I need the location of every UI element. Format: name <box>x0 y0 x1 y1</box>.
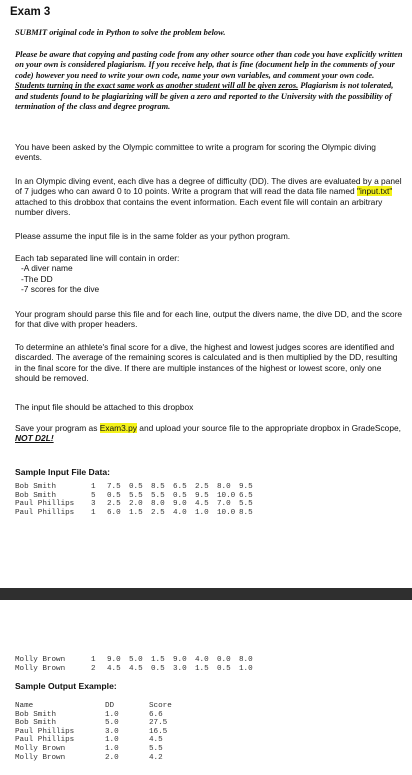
score-cell: 8.0 <box>239 656 253 664</box>
line-format-paragraph <box>15 253 403 295</box>
score-cell: 5.5 <box>239 500 253 509</box>
dd-cell: 5 <box>91 491 96 500</box>
score-cell: 1.0 <box>195 508 209 517</box>
page-separator <box>0 588 412 600</box>
input-row <box>15 665 403 674</box>
score-cell: 8.5 <box>239 508 253 517</box>
score-cell: 1.5 <box>195 664 209 673</box>
output-dd-cell: 1.0 <box>105 710 119 719</box>
output-score-cell: 6.6 <box>149 710 163 719</box>
score-cell: 5.5 <box>129 491 143 500</box>
sample-input-table-part-2 <box>15 656 403 673</box>
diver-name-cell: Molly Brown <box>15 664 66 673</box>
diver-name-cell: Paul Phillips <box>15 508 75 517</box>
attached-paragraph: The input file should be attached to this dropbox <box>15 402 194 412</box>
output-row <box>15 728 403 737</box>
input-file-highlight: "input.txt" <box>357 186 393 197</box>
input-row <box>15 656 403 665</box>
plagiarism-warning <box>15 50 403 112</box>
output-name-cell: Bob Smith <box>15 719 57 728</box>
score-cell: 5.5 <box>151 491 165 500</box>
output-name-cell: Paul Phillips <box>15 727 75 736</box>
line-item: -The DD <box>21 273 53 284</box>
score-cell: 9.5 <box>239 483 253 491</box>
score-cell: 1.0 <box>239 664 253 673</box>
line-items-list <box>15 263 403 294</box>
save-paragraph <box>15 423 403 444</box>
output-score-cell: 4.5 <box>149 736 163 745</box>
intro-paragraph: You have been asked by the Olympic committee to write a program for scoring the Olympic diving events. <box>15 142 376 163</box>
score-cell: 1.5 <box>129 508 143 517</box>
name-header: Name <box>15 702 34 710</box>
parse-paragraph: Your program should parse this file and for each line, output the divers name, the dive DD, and the score for that dive with proper headers. <box>15 309 403 330</box>
assume-paragraph: Please assume the input file is in the same folder as your python program. <box>15 231 291 241</box>
output-score-cell: 4.2 <box>149 753 163 762</box>
output-row <box>15 719 403 728</box>
dd-cell: 1 <box>91 508 96 517</box>
submit-instruction: SUBMIT original code in Python to solve the problem below. <box>15 28 226 37</box>
output-name-cell: Molly Brown <box>15 753 66 762</box>
final-score-paragraph: To determine an athlete's final score for a dive, the highest and lowest judges scores are identified and discarded. The average of the remaining scores is calculated and is then multiplied by the DD, resulting in the final score for the dive. If there are multiple instances of the highest or lowest score, only one should be removed. <box>15 342 398 384</box>
input-row <box>15 483 403 492</box>
dd-text-end: attached to this drobbox that contains the event information. Each event file will contain an arbitrary number divers. <box>15 196 383 218</box>
dd-cell: 3 <box>91 500 96 509</box>
score-cell: 7.0 <box>217 500 231 509</box>
score-cell: 10.0 <box>217 491 236 500</box>
not-d2l-emphasis: NOT D2L! <box>15 433 54 444</box>
score-cell: 9.0 <box>173 500 187 509</box>
score-cell: 2.0 <box>129 500 143 509</box>
document-page-2 <box>0 600 412 775</box>
dd-cell: 1 <box>91 656 96 664</box>
output-row <box>15 736 403 745</box>
sample-output-table <box>15 702 403 762</box>
score-cell: 4.0 <box>173 508 187 517</box>
score-cell: 9.0 <box>173 656 187 664</box>
score-cell: 0.5 <box>107 491 121 500</box>
output-dd-cell: 3.0 <box>105 727 119 736</box>
output-score-cell: 16.5 <box>149 727 168 736</box>
sample-input-heading: Sample Input File Data: <box>15 467 111 477</box>
output-dd-cell: 1.0 <box>105 744 119 753</box>
score-cell: 0.5 <box>151 664 165 673</box>
line-item: -A diver name <box>21 263 73 274</box>
warning-text: Please be aware that copying and pasting code from any other source other than code you have explicitly written on your own is considered plagiarism. If you receive help, that is fine (document help in the comments of your code) however you need to write your own code, name your own variables, and comment your own code. <box>15 50 403 80</box>
score-cell: 6.5 <box>173 483 187 491</box>
dd-header: DD <box>105 702 115 710</box>
sample-output-heading: Sample Output Example: <box>15 681 117 691</box>
score-cell: 0.0 <box>217 656 231 664</box>
line-item: -7 scores for the dive <box>21 284 100 295</box>
score-cell: 4.5 <box>129 664 143 673</box>
output-score-cell: 27.5 <box>149 719 168 728</box>
output-name-cell: Paul Phillips <box>15 736 75 745</box>
input-row <box>15 509 403 518</box>
score-cell: 2.5 <box>107 500 121 509</box>
warning-text-end: Plagiarism is not tolerated, and students found to be plagiarizing will be given a zero and reported to the University with the possibility of termination of the class and degree program. <box>15 81 394 112</box>
warning-underlined: Students turning in the exact same work as another student will all be given zeros. <box>15 81 299 91</box>
output-dd-cell: 5.0 <box>105 719 119 728</box>
diver-name-cell: Paul Phillips <box>15 500 75 509</box>
score-cell: 6.5 <box>239 491 253 500</box>
dd-text: In an Olympic diving event, each dive has a degree of difficulty (DD). The dives are evaluated by a panel of 7 judges who can award 0 to 10 points. Write a program that will read the data file named <box>15 176 402 197</box>
save-text: Save your program as <box>15 423 100 433</box>
output-row <box>15 711 403 720</box>
score-cell: 6.0 <box>107 508 121 517</box>
output-row <box>15 754 403 763</box>
input-row <box>15 492 403 501</box>
score-cell: 5.0 <box>129 656 143 664</box>
page-title: Exam 3 <box>10 6 51 18</box>
input-row <box>15 500 403 509</box>
score-cell: 8.0 <box>217 483 231 491</box>
score-header: Score <box>149 702 172 710</box>
score-cell: 9.0 <box>107 656 121 664</box>
score-cell: 9.5 <box>195 491 209 500</box>
score-cell: 2.5 <box>151 508 165 517</box>
score-cell: 0.5 <box>217 664 231 673</box>
score-cell: 4.0 <box>195 656 209 664</box>
diver-name-cell: Bob Smith <box>15 483 57 491</box>
score-cell: 1.5 <box>151 656 165 664</box>
output-score-cell: 5.5 <box>149 744 163 753</box>
sample-input-table-part-1 <box>15 483 403 517</box>
dd-cell: 1 <box>91 483 96 491</box>
score-cell: 0.5 <box>129 483 143 491</box>
output-row <box>15 745 403 754</box>
score-cell: 8.0 <box>151 500 165 509</box>
output-dd-cell: 2.0 <box>105 753 119 762</box>
output-header-row <box>15 702 403 711</box>
dd-paragraph <box>15 176 403 218</box>
score-cell: 7.5 <box>107 483 121 491</box>
score-cell: 0.5 <box>173 491 187 500</box>
score-cell: 2.5 <box>195 483 209 491</box>
line-format-intro: Each tab separated line will contain in order: <box>15 253 180 263</box>
save-text-end: and upload your source file to the appropriate dropbox in GradeScope, <box>136 423 401 433</box>
output-name-cell: Bob Smith <box>15 710 57 719</box>
score-cell: 3.0 <box>173 664 187 673</box>
score-cell: 4.5 <box>195 500 209 509</box>
output-dd-cell: 1.0 <box>105 736 119 745</box>
filename-highlight: Exam3.py <box>99 423 137 433</box>
score-cell: 10.0 <box>217 508 236 517</box>
diver-name-cell: Molly Brown <box>15 656 66 664</box>
score-cell: 4.5 <box>107 664 121 673</box>
diver-name-cell: Bob Smith <box>15 491 57 500</box>
output-name-cell: Molly Brown <box>15 744 66 753</box>
score-cell: 8.5 <box>151 483 165 491</box>
dd-cell: 2 <box>91 664 96 673</box>
